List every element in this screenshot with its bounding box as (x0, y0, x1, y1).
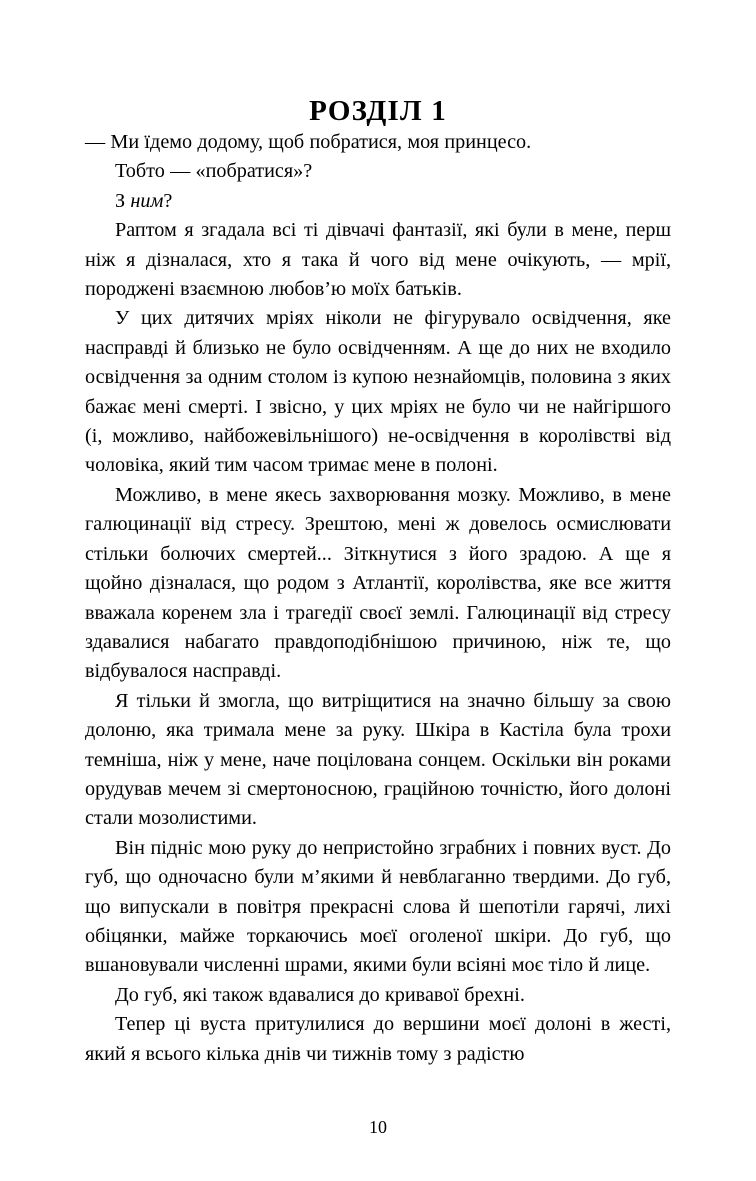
body-text-block (85, 128, 671, 1069)
emphasis-him: ним (130, 189, 164, 212)
paragraph-childhood-fantasies: Раптом я згадала всі ті дівчачі фантазії, які були в мене, перш ніж я дізналася, хто я така й чого від мене очікують, — мрії, породжені взаємною любов’ю моїх батьків. (85, 219, 671, 301)
page-number: 10 (369, 1117, 387, 1137)
paragraph-text-before: З (115, 189, 131, 212)
chapter-title: РОЗДІЛ 1 (309, 95, 447, 128)
paragraph-brain-illness: Можливо, в мене якесь захворювання мозку. Можливо, в мене галюцинації від стресу. Зрештою, мені ж довелось осмислювати стільки болючих смертей... Зіткнутися з його зрадою. А ще я щойно дізналася, що родом з Атлантії, королівства, яке все життя вважала коренем зла і трагедії своєї землі. Галюцинації від стресу здавалися набагато правдоподібнішою причиною, ніж те, що відбувалося насправді. (85, 483, 671, 683)
paragraph-question-2 (85, 187, 671, 216)
paragraph-final-partial: Тепер ці вуста притулилися до вершини моєї долоні в жесті, який я всього кілька днів чи тижнів тому з радістю (85, 1013, 671, 1065)
paragraph-text-after: ? (163, 189, 173, 212)
paragraph-lips-description: Він підніс мою руку до непристойно зграбних і повних вуст. До губ, що одночасно були м’якими й невблаганно твердими. До губ, що випускали в повітря прекрасні слова й шепотіли гарячі, лихі обіцянки, майже торкаючись моєї оголеної шкіри. До губ, що вшановували численні шрами, якими були всіяні моє тіло й лице. (85, 836, 671, 977)
paragraph-hand-description: Я тільки й змогла, що витріщитися на значно більшу за свою долоню, яка тримала мене за руку. Шкіра в Кастіла була трохи темніша, ніж у мене, наче поцілована сонцем. Оскільки він роками орудував мечем зі смертоносною, граційною точністю, його долоні стали мозолистими. (85, 689, 671, 830)
paragraph-bloody-lies: До губ, які також вдавалися до кривавої брехні. (115, 983, 525, 1006)
paragraph-dialogue: — Ми їдемо додому, щоб побратися, моя принцесо. (85, 131, 532, 153)
paragraph-question-1: Тобто — «побратися»? (115, 160, 313, 183)
paragraph-proposal-dreams: У цих дитячих мріях ніколи не фігурувало освідчення, яке насправді й близько не було освідченням. А ще до них не входило освідчення за одним столом із купою незнайомців, половина з яких бажає мені смерті. І звісно, у цих мріях не було чи не найгіршого (і, можливо, найбожевільнішого) не-освідчення в королівстві від чоловіка, який тим часом тримає мене в полоні. (85, 307, 671, 477)
